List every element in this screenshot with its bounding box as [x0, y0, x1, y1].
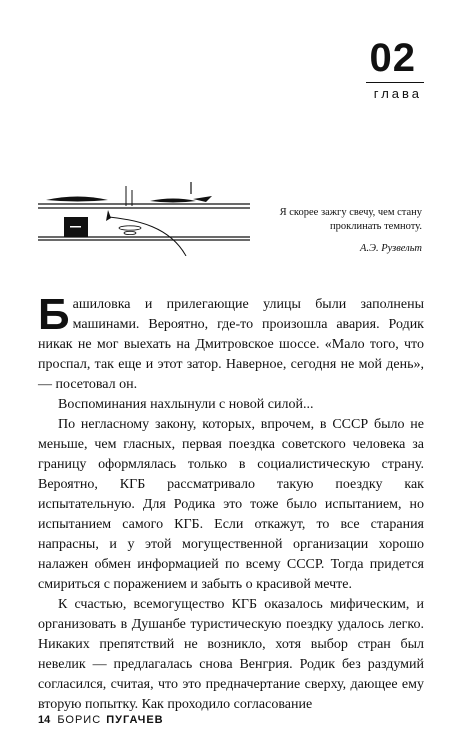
epigraph [252, 206, 422, 256]
paragraph-text: ашиловка и прилегающие улицы были заполнены машинами. Вероятно, где-то произошла авария. Родик никак не мог выехать на Дмитровское шоссе. «Мало того, что проспал, так еще и этот затор. Наверное, сегодня не мой день», — посетовал он. [38, 297, 424, 392]
drop-cap: Б [38, 290, 70, 339]
page-number: 14 [38, 714, 51, 726]
epigraph-quote: Я скорее зажгу свечу, чем стану проклинать темноту. [279, 207, 422, 232]
chapter-rule [366, 82, 424, 83]
paragraph: К счастью, всемогущество КГБ оказалось мифическим, и организовать в Душанбе туристическую поездку удалось легко. Никаких препятствий не возникло, хотя выбор стран был невелик — предлагалась снова Венгрия. Родик без раздумий согласился, считая, что это предначертание сверху, дающее ему вторую попытку. Как проходило согласование [38, 597, 424, 712]
paragraph [38, 290, 424, 395]
road-ornament-illustration [38, 172, 250, 256]
epigraph-author: А.Э. Рузвельт [360, 243, 422, 254]
paragraph: По негласному закону, которых, впрочем, в СССР было не меньше, чем гласных, первая поездка советского человека за границу оформлялась только в социалистическую страну. Вероятно, КГБ рассматривало такую поездку как испытательную. Для Родика это тоже было испытанием, но испытанием самого КГБ. Если откажут, то все старания напрасны, и у этой могущественной организации хорошо налажен обмен информацией по всему СССР. Тогда придется смириться с поражением и забыть о красивой мечте. [38, 417, 424, 592]
page-footer [38, 714, 164, 726]
paragraph: Воспоминания нахлынули с новой силой... [58, 397, 314, 412]
chapter-number: 02 [369, 36, 416, 80]
chapter-label: глава [373, 86, 422, 101]
footer-author-last-name: ПУГАЧЕВ [106, 714, 164, 726]
footer-author-first-name: БОРИС [57, 714, 102, 726]
chapter-body [38, 290, 424, 715]
